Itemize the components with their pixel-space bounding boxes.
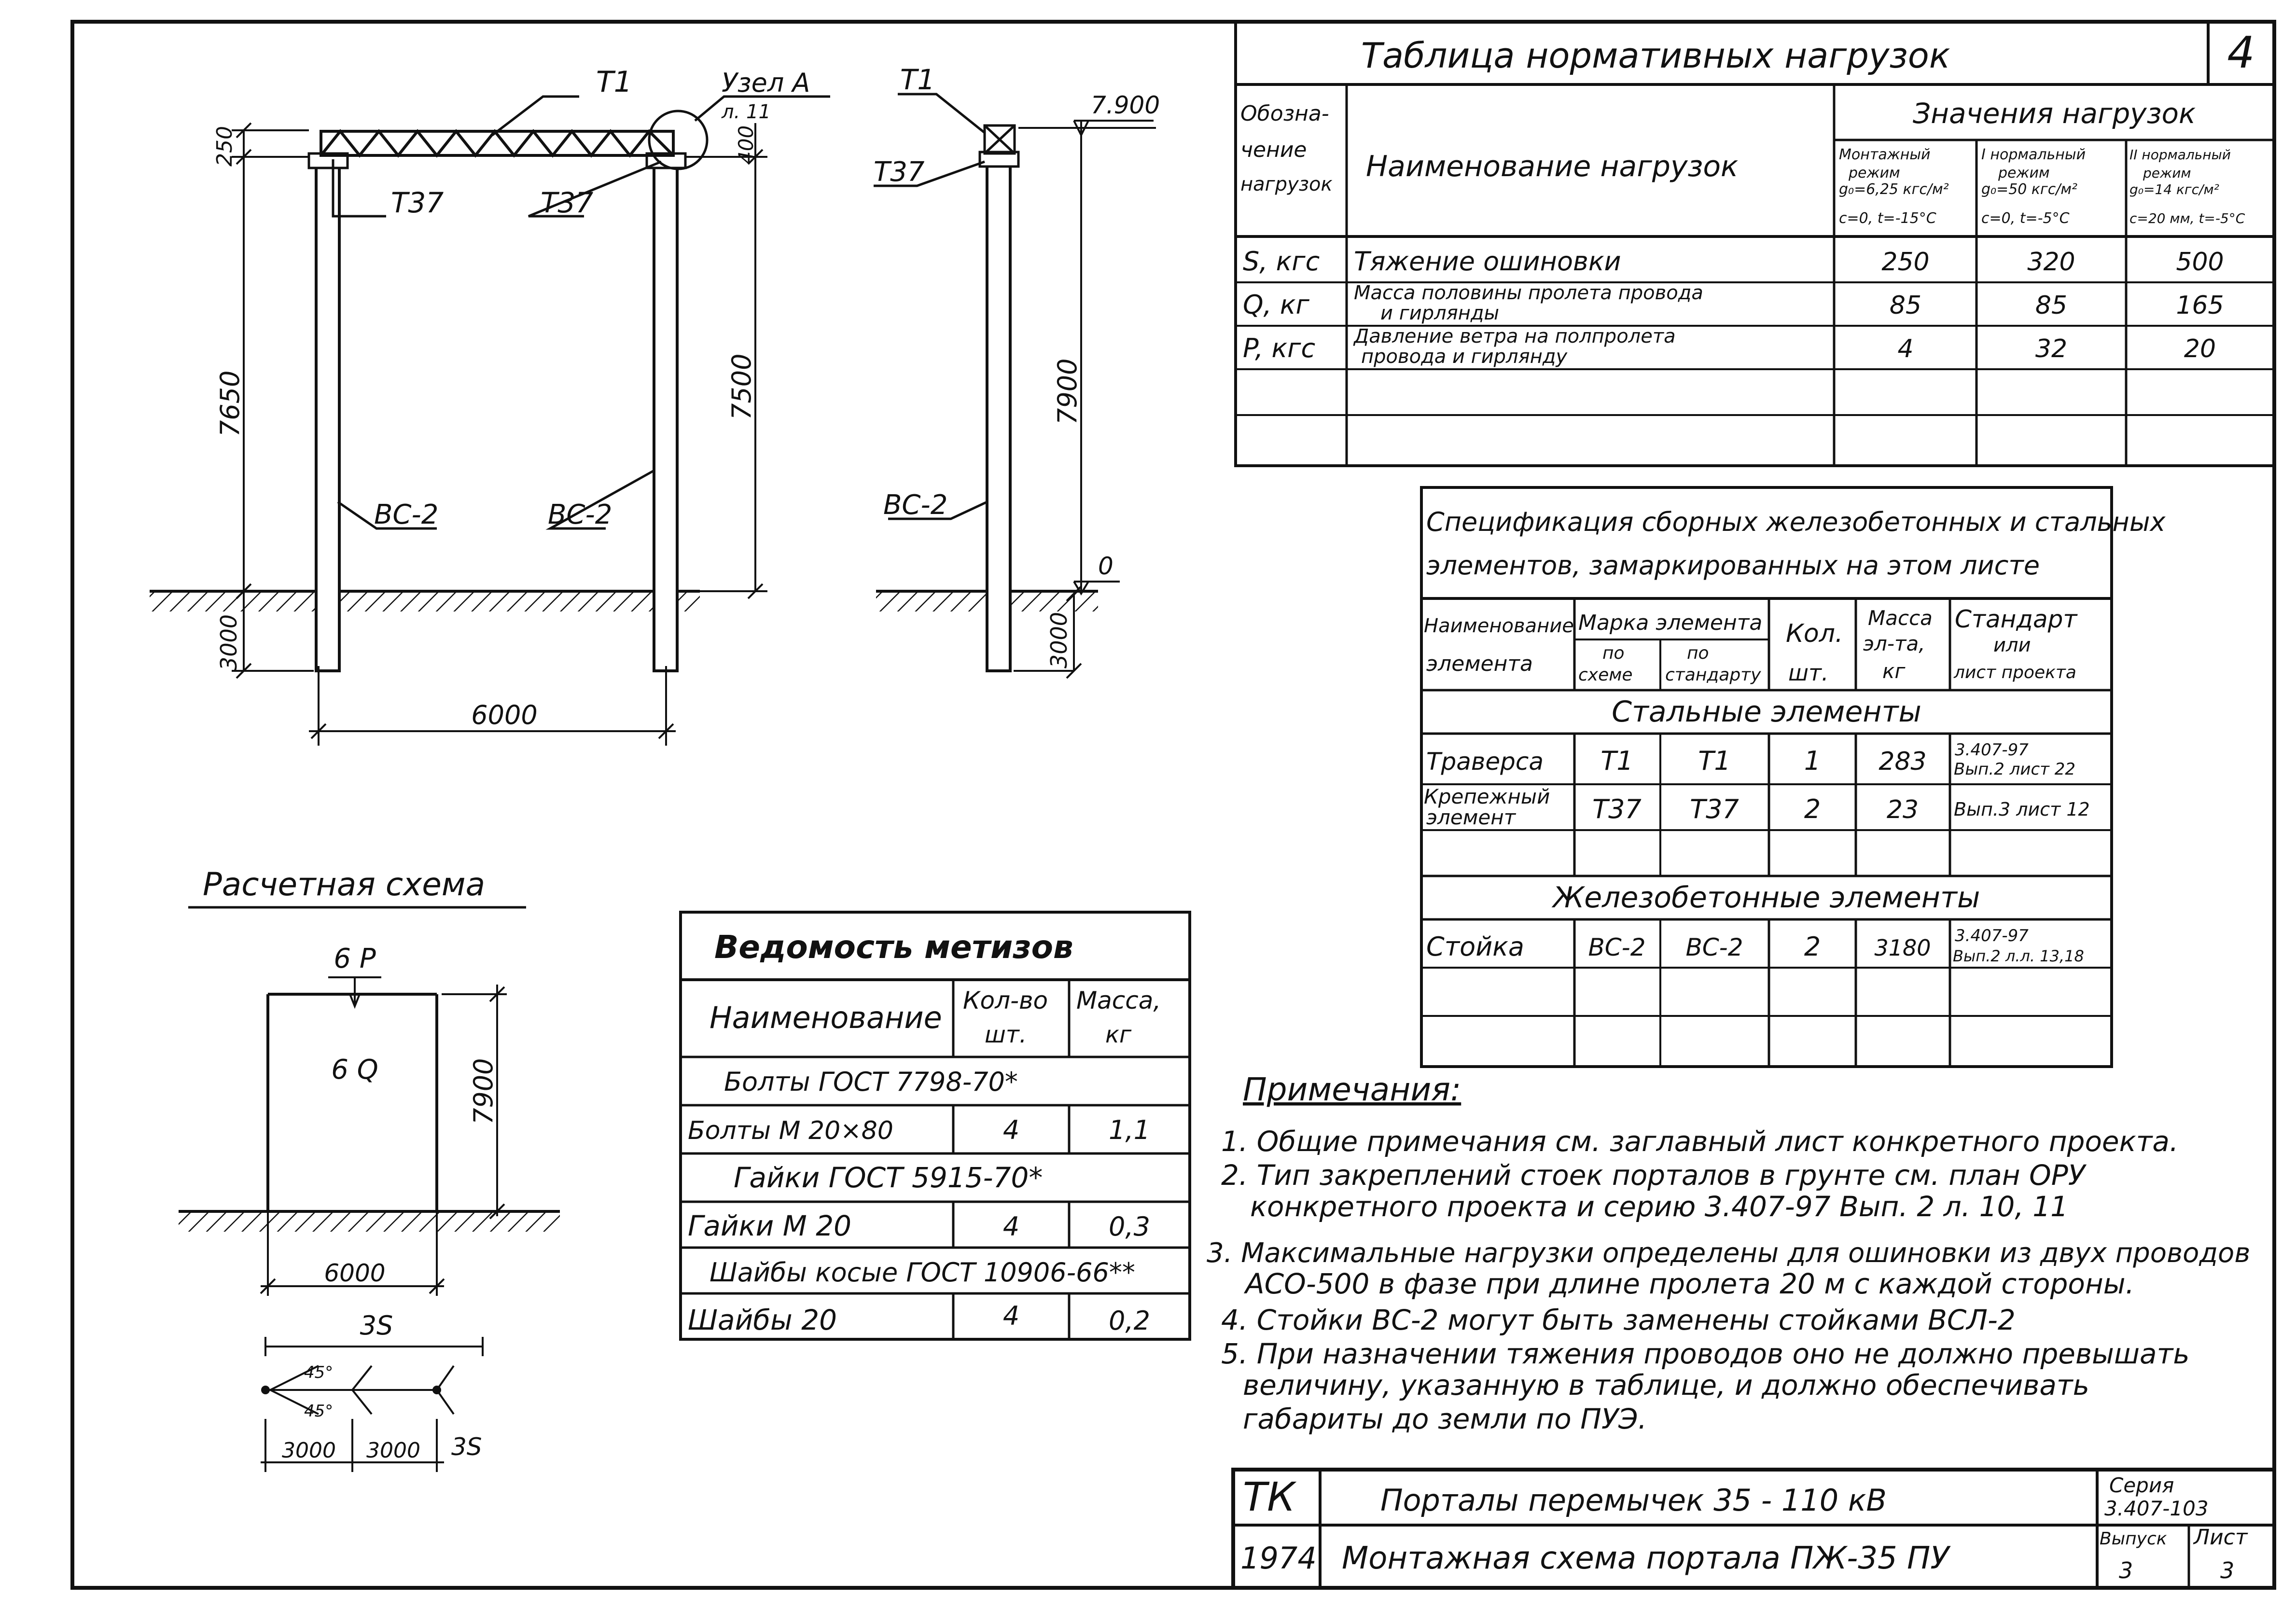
calc-frame [268,994,437,1211]
node-a-sheet: л. 11 [722,101,771,123]
svg-text:4: 4 [1002,1211,1020,1242]
regime3-header [2129,147,2245,226]
svg-text:шт.: шт. [1788,660,1829,686]
svg-text:3: 3 [2220,1557,2235,1583]
spec-row-fastener [1424,785,2090,829]
svg-text:Q, кг: Q, кг [1243,290,1309,320]
ground-hatch-calc [179,1211,560,1232]
load-6q: 6 Q [331,1054,378,1085]
svg-text:Давление ветра на полпролета: Давление ветра на полпролета [1354,325,1676,347]
side-traverse [985,125,1015,153]
svg-text:c=0, t=-15°С: c=0, t=-15°С [1839,210,1936,227]
t37-right-label: Т37 [541,186,594,219]
side-dim-3000: 3000 [1046,611,1072,668]
svg-text:2: 2 [1804,794,1821,824]
spec-title-2: элементов, замаркированных на этом листе [1426,550,2040,581]
spec-table [1421,487,2166,1067]
svg-text:Лист: Лист [2194,1525,2248,1550]
svg-text:Т37: Т37 [1592,794,1642,824]
hw-group-washers: Шайбы косые ГОСТ 10906-66** [710,1257,1135,1288]
title-block [1233,1470,2274,1588]
svg-text:Наименование: Наименование [1424,615,1574,637]
svg-text:Гайки М 20: Гайки М 20 [688,1209,851,1242]
dim-250: 250 [212,126,237,167]
dim-3000-left: 3000 [282,1438,336,1463]
svg-text:I нормальный: I нормальный [1981,146,2086,163]
svg-text:Стойка: Стойка [1426,931,1525,962]
svg-text:режим: режим [1998,165,2050,181]
svg-text:g₀=14 кгс/м²: g₀=14 кгс/м² [2129,181,2219,197]
force-3s-right: 3S [451,1433,482,1461]
head-values: Значения нагрузок [1913,97,2196,130]
svg-text:3.407-103: 3.407-103 [2104,1497,2209,1520]
head-designation-3: нагрузок [1240,173,1333,195]
regime2-header [1981,146,2086,227]
calc-dim-6000: 6000 [324,1259,386,1287]
svg-text:c=0, t=-5°С: c=0, t=-5°С [1981,210,2070,227]
year: 1974 [1240,1541,1317,1576]
node-a-label: Узел А [722,68,810,98]
svg-text:1: 1 [1804,746,1821,776]
notes [1207,1071,2250,1435]
svg-text:режим: режим [1849,165,1900,181]
dim-6000-front: 6000 [471,700,538,730]
svg-text:3.407-97: 3.407-97 [1955,740,2029,760]
elev-zero: 0 [1098,552,1113,580]
load-row-q [1243,282,2224,324]
force-3s-top: 3S [360,1310,393,1341]
svg-text:Стандарт: Стандарт [1955,605,2077,633]
svg-text:4: 4 [1002,1115,1020,1145]
side-t1-label: Т1 [900,63,935,96]
side-t37-label: Т37 [874,156,925,188]
svg-text:P, кгс: P, кгс [1243,333,1316,363]
truss-t1 [321,131,673,155]
head-designation-2: чение [1240,138,1307,162]
section-steel: Стальные элементы [1612,695,1921,729]
svg-text:по: по [1602,643,1625,663]
dim-3000-front: 3000 [216,614,242,671]
angle-45-2: 45° [304,1402,334,1421]
note-line: 4. Стойки ВС-2 могут быть заменены стойками ВСЛ-2 [1221,1304,2016,1336]
post-right [654,167,677,671]
svg-text:Т1: Т1 [1698,746,1731,776]
regime1-header [1839,146,1949,227]
svg-text:165: 165 [2176,291,2224,320]
head-designation-1: Обозна- [1240,101,1329,126]
svg-text:Масса: Масса [1868,606,1933,630]
svg-text:4: 4 [1002,1301,1020,1331]
calc-dim-7900: 7900 [468,1058,499,1125]
svg-text:эл-та,: эл-та, [1863,632,1925,655]
svg-text:Выпуск: Выпуск [2100,1529,2167,1549]
svg-text:85: 85 [2035,291,2068,320]
svg-text:кг: кг [1882,659,1906,683]
svg-text:250: 250 [1881,248,1930,277]
svg-text:элемента: элемента [1426,652,1533,676]
svg-text:или: или [1993,634,2031,656]
notes-title: Примечания: [1243,1071,1461,1108]
svg-text:Монтажный: Монтажный [1839,146,1931,163]
note-line: 5. При назначении тяжения проводов оно не должно превышать [1221,1337,2190,1370]
svg-text:S, кгс: S, кгс [1243,246,1320,277]
title-line-1: Порталы перемычек 35 - 110 кВ [1380,1483,1887,1518]
svg-text:0,2: 0,2 [1109,1305,1150,1336]
svg-text:Наименование: Наименование [710,1000,942,1035]
svg-text:Кол.: Кол. [1786,619,1843,648]
svg-text:85: 85 [1889,291,1922,320]
svg-text:500: 500 [2176,248,2224,277]
note-line: габариты до земли по ПУЭ. [1243,1403,1647,1435]
svg-text:23: 23 [1886,795,1919,824]
note-line: АСО-500 в фазе при длине пролета 20 м с каждой стороны. [1245,1267,2135,1300]
spec-title-1: Спецификация сборных железобетонных и стальных [1426,507,2166,537]
svg-text:схеме: схеме [1578,665,1633,685]
dim-400: 400 [734,125,758,164]
svg-text:и гирлянды: и гирлянды [1380,302,1500,324]
calc-title: Расчетная схема [203,866,486,903]
hardware-title: Ведомость метизов [714,929,1073,966]
bc-right-label: ВС-2 [548,499,612,530]
svg-text:c=20 мм, t=-5°С: c=20 мм, t=-5°С [2129,210,2245,226]
svg-text:3: 3 [2119,1557,2133,1583]
svg-text:g₀=6,25 кгс/м²: g₀=6,25 кгс/м² [1839,181,1949,198]
load-6p: 6 P [334,943,376,974]
t1-label: Т1 [596,65,632,99]
svg-text:режим: режим [2143,165,2191,181]
bc-left-label: ВС-2 [374,499,439,530]
load-row-p [1243,325,2216,368]
svg-text:ВС-2: ВС-2 [1685,933,1743,961]
svg-text:по: по [1687,643,1709,663]
svg-text:0,3: 0,3 [1109,1211,1150,1242]
dim-3000-right: 3000 [366,1438,420,1463]
svg-text:2: 2 [1804,931,1821,962]
note-line: 3. Максимальные нагрузки определены для ошиновки из двух проводов [1207,1237,2251,1269]
side-post [987,164,1010,671]
loads-table [1236,22,2274,466]
dim-7650: 7650 [215,370,245,437]
section-concrete: Железобетонные элементы [1553,881,1980,915]
svg-text:кг: кг [1105,1021,1132,1048]
post-left [316,167,339,671]
svg-text:1,1: 1,1 [1109,1115,1150,1145]
svg-text:шт.: шт. [985,1021,1027,1048]
side-view [874,63,1160,678]
angle-45-1: 45° [304,1363,334,1382]
svg-text:Траверса: Траверса [1426,748,1544,776]
svg-text:4: 4 [1897,334,1914,363]
spec-row-traverse [1426,740,2075,779]
svg-text:Шайбы 20: Шайбы 20 [688,1304,837,1336]
calc-scheme [179,866,560,1472]
head-load-name: Наименование нагрузок [1366,150,1739,183]
svg-text:3.407-97: 3.407-97 [1955,926,2029,945]
svg-text:20: 20 [2184,334,2216,363]
ground-hatch [150,591,700,611]
hw-group-bolts: Болты ГОСТ 7798-70* [724,1067,1018,1097]
svg-text:Вып.2 лист 22: Вып.2 лист 22 [1954,760,2076,779]
svg-text:стандарту: стандарту [1665,665,1761,685]
note-line: 2. Тип закреплений стоек порталов в грунте см. план ОРУ [1221,1159,2086,1192]
svg-text:провода и гирлянду: провода и гирлянду [1361,346,1568,368]
dim-7500: 7500 [726,353,757,420]
note-line: конкретного проекта и серию 3.407-97 Вып. 2 л. 10, 11 [1250,1190,2069,1223]
svg-text:Крепежный: Крепежный [1424,785,1550,808]
svg-text:элемент: элемент [1426,806,1516,829]
title-line-2: Монтажная схема портала ПЖ-35 ПУ [1342,1541,1949,1576]
svg-text:Масса,: Масса, [1076,986,1161,1014]
svg-text:32: 32 [2035,334,2068,363]
front-view [150,65,830,746]
svg-text:лист проекта: лист проекта [1954,663,2076,682]
svg-text:Марка элемента: Марка элемента [1578,611,1763,635]
spec-row-post [1426,926,2084,965]
svg-text:3180: 3180 [1874,935,1931,961]
svg-text:Т37: Т37 [1690,794,1739,824]
svg-text:Болты М 20×80: Болты М 20×80 [688,1116,893,1145]
svg-text:Серия: Серия [2109,1473,2174,1497]
hw-group-nuts: Гайки ГОСТ 5915-70* [734,1161,1043,1194]
sheet-number: 4 [2227,28,2255,78]
svg-text:II нормальный: II нормальный [2129,147,2231,163]
svg-text:Тяжение ошиновки: Тяжение ошиновки [1354,246,1621,277]
loads-table-title: Таблица нормативных нагрузок [1361,35,1950,76]
svg-text:Масса половины пролета провода: Масса половины пролета провода [1354,282,1703,304]
org-code: ТК [1243,1474,1295,1520]
side-dim-7900: 7900 [1052,358,1083,425]
svg-text:ВС-2: ВС-2 [1588,933,1646,961]
svg-text:g₀=50 кгс/м²: g₀=50 кгс/м² [1981,181,2078,198]
svg-text:Кол-во: Кол-во [963,986,1048,1014]
load-row-s [1243,246,2224,277]
svg-text:Т1: Т1 [1600,746,1633,776]
svg-text:Вып.2 л.л. 13,18: Вып.2 л.л. 13,18 [1953,947,2084,965]
elev-top: 7.900 [1091,91,1160,119]
note-line: 1. Общие примечания см. заглавный лист конкретного проекта. [1221,1125,2179,1158]
t37-left-label: Т37 [391,186,444,219]
svg-text:Вып.3 лист 12: Вып.3 лист 12 [1954,799,2090,820]
note-line: величину, указанную в таблице, и должно обеспечивать [1243,1369,2089,1402]
svg-text:320: 320 [2027,248,2075,277]
hardware-table [681,912,1190,1339]
side-bc-label: ВС-2 [883,489,948,521]
svg-text:283: 283 [1879,747,1927,776]
